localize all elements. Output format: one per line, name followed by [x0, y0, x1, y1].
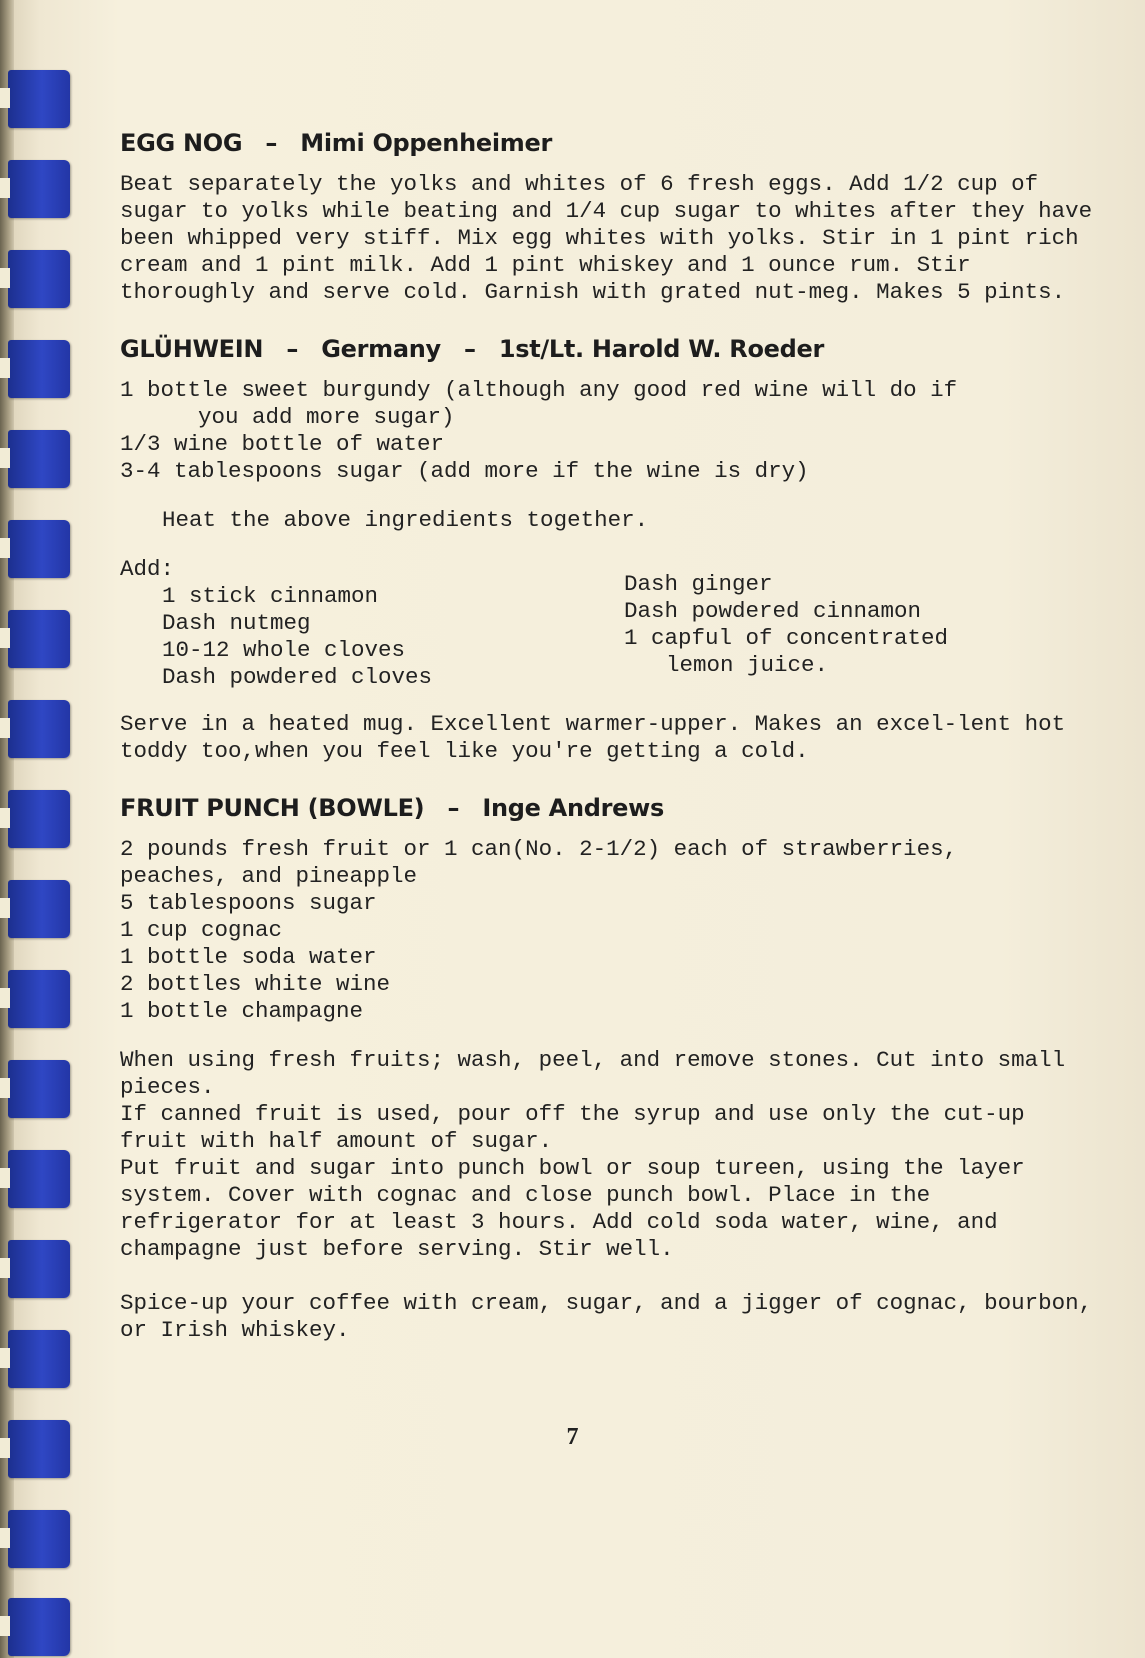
ingredient-line: 1 bottle sweet burgundy (although any good red wine will do if	[120, 377, 958, 403]
ingredient-list	[120, 836, 1100, 1025]
recipe-title: EGG NOG	[120, 129, 243, 157]
recipe-title: FRUIT PUNCH (BOWLE)	[120, 794, 425, 822]
heading-separator: –	[286, 335, 299, 363]
heading-separator: –	[447, 794, 460, 822]
recipe-author: Inge Andrews	[482, 794, 664, 822]
serving-note: Serve in a heated mug. Excellent warmer-upper. Makes an excel-lent hot toddy too,when you feel like you're getting a cold.	[120, 711, 1066, 764]
binding-ring	[8, 790, 70, 848]
ingredient-line: Dash powdered cloves	[162, 664, 433, 690]
heading-separator: –	[464, 335, 476, 363]
recipe-author: Mimi Oppenheimer	[300, 129, 552, 157]
binding-ring	[8, 1510, 70, 1568]
ingredient-line: 5 tablespoons sugar	[120, 890, 377, 916]
binding-ring	[8, 1240, 70, 1298]
binding-ring	[8, 340, 70, 398]
binding-ring	[8, 250, 70, 308]
ingredient-line: Dash nutmeg	[162, 610, 311, 636]
binding-ring	[8, 700, 70, 758]
ingredient-line: 3-4 tablespoons sugar (add more if the wine is dry)	[120, 458, 809, 484]
add-column-left	[120, 583, 624, 691]
ingredient-line: 2 pounds fresh fruit or 1 can(No. 2-1/2) each of strawberries,	[120, 836, 958, 862]
ingredient-line: 1 cup cognac	[120, 917, 283, 943]
binding-ring	[8, 160, 70, 218]
coffee-tip: Spice-up your coffee with cream, sugar, and a jigger of cognac, bourbon, or Irish whiskey.	[120, 1290, 1093, 1343]
instruction-text: Heat the above ingredients together.	[162, 507, 649, 533]
ingredient-line: 1/3 wine bottle of water	[120, 431, 445, 457]
directions	[120, 1047, 1100, 1263]
binding-ring	[8, 1150, 70, 1208]
recipe-author: 1st/Lt. Harold W. Roeder	[498, 335, 825, 363]
direction-step: If canned fruit is used, pour off the syrup and use only the cut-up fruit with half amount of sugar.	[120, 1101, 1025, 1154]
ingredient-line: lemon juice.	[666, 652, 829, 678]
binding-ring	[8, 880, 70, 938]
ingredient-line: 1 bottle champagne	[120, 998, 364, 1024]
direction-step: Put fruit and sugar into punch bowl or soup tureen, using the layer system. Cover with cognac and close punch bowl. Place in the refrigerator for at least 3 hours. Add cold soda water, wine, and champagne just before serving. Stir well.	[120, 1155, 1025, 1262]
recipe-body: Beat separately the yolks and whites of 6 fresh eggs. Add 1/2 cup of sugar to yolks while beating and 1/4 cup sugar to whites after they have been whipped very stiff. Mix egg whites with yolks. Stir in 1 pint rich cream and 1 pint milk. Add 1 pint whiskey and 1 ounce rum. Stir thoroughly and serve cold. Garnish with grated nut-meg. Makes 5 pints.	[120, 171, 1093, 305]
recipe-fruit-punch	[120, 795, 1100, 1344]
ingredient-line: Dash ginger	[624, 571, 773, 597]
binding-ring	[8, 430, 70, 488]
binding-ring	[8, 520, 70, 578]
recipe-origin: Germany	[321, 335, 441, 363]
recipe-heading	[120, 795, 1100, 822]
ingredient-line: 1 stick cinnamon	[162, 583, 379, 609]
recipe-title: GLÜHWEIN	[120, 335, 264, 363]
binding-ring	[8, 1330, 70, 1388]
recipe-heading	[120, 336, 1100, 363]
ingredient-line: 10-12 whole cloves	[162, 637, 406, 663]
binding-ring	[8, 1598, 70, 1656]
recipe-heading	[120, 130, 1100, 157]
binding-ring	[8, 610, 70, 668]
add-column-right	[624, 571, 1024, 691]
ingredient-line: peaches, and pineapple	[120, 863, 418, 889]
binding-ring	[8, 1060, 70, 1118]
heading-separator: –	[265, 129, 278, 157]
ingredient-line: 1 bottle soda water	[120, 944, 377, 970]
spiral-binding	[0, 0, 75, 1658]
direction-step: When using fresh fruits; wash, peel, and remove stones. Cut into small pieces.	[120, 1047, 1066, 1100]
ingredient-line: you add more sugar)	[198, 404, 455, 430]
ingredient-list	[120, 377, 1100, 485]
add-ingredients	[120, 571, 1100, 691]
page-number: 7	[566, 1424, 579, 1450]
ingredient-line: Dash powdered cinnamon	[624, 598, 922, 624]
add-label: Add:	[120, 556, 175, 582]
ingredient-line: 2 bottles white wine	[120, 971, 391, 997]
ingredient-line: 1 capful of concentrated	[624, 625, 949, 651]
binding-ring	[8, 70, 70, 128]
recipes-content	[120, 130, 1100, 1344]
recipe-gluhwein	[120, 336, 1100, 765]
recipe-egg-nog	[120, 130, 1100, 306]
binding-ring	[8, 970, 70, 1028]
